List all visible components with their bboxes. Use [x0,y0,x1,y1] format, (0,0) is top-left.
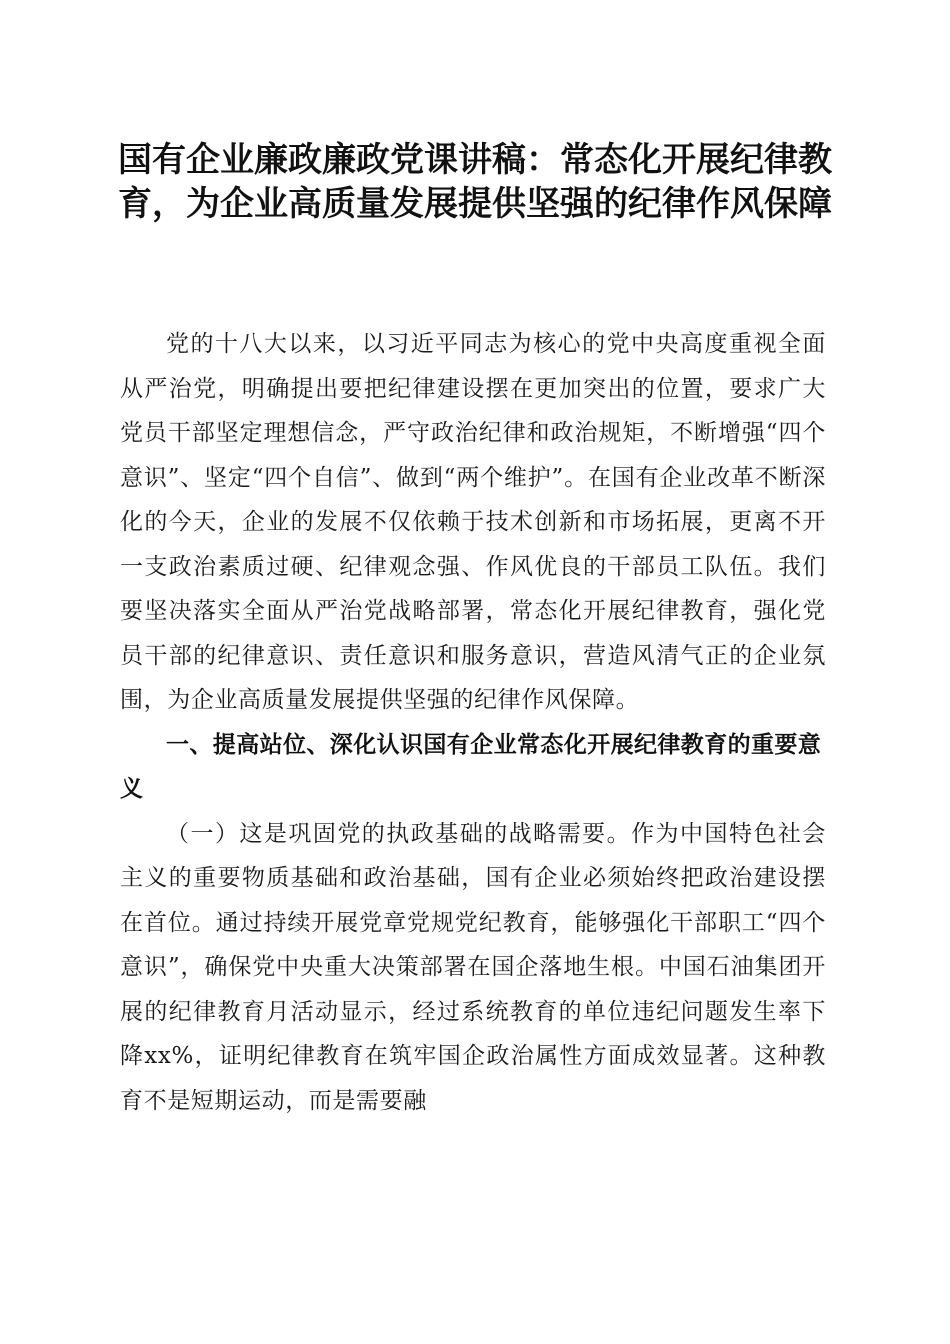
subsection-lead: （一）这是巩固党的执政基础的战略需要。 [166,820,632,847]
document-title: 国有企业廉政廉政党课讲稿：常态化开展纪律教育，为企业高质量发展提供坚强的纪律作风保障 [118,140,832,224]
subsection-paragraph-1 [120,812,826,1124]
document-body [120,322,826,1123]
intro-paragraph: 党的十八大以来，以习近平同志为核心的党中央高度重视全面从严治党，明确提出要把纪律建设摆在更加突出的位置，要求广大党员干部坚定理想信念，严守政治纪律和政治规矩，不断增强“四个意识”、坚定“四个自信”、做到“两个维护”。在国有企业改革不断深化的今天，企业的发展不仅依赖于技术创新和市场拓展，更离不开一支政治素质过硬、纪律观念强、作风优良的干部员工队伍。我们要坚决落实全面从严治党战略部署，常态化开展纪律教育，强化党员干部的纪律意识、责任意识和服务意识，营造风清气正的企业氛围，为企业高质量发展提供坚强的纪律作风保障。 [120,331,826,713]
section-heading-1: 一、提高站位、深化认识国有企业常态化开展纪律教育的重要意义 [120,731,822,802]
subsection-text: 作为中国特色社会主义的重要物质基础和政治基础，国有企业必须始终把政治建设摆在首位。通过持续开展党章党规党纪教育，能够强化干部职工“四个意识”，确保党中央重大决策部署在国企落地生根。中国石油集团开展的纪律教育月活动显示，经过系统教育的单位违纪问题发生率下降xx%，证明纪律教育在筑牢国企政治属性方面成效显著。这种教育不是短期运动，而是需要融 [120,820,826,1114]
